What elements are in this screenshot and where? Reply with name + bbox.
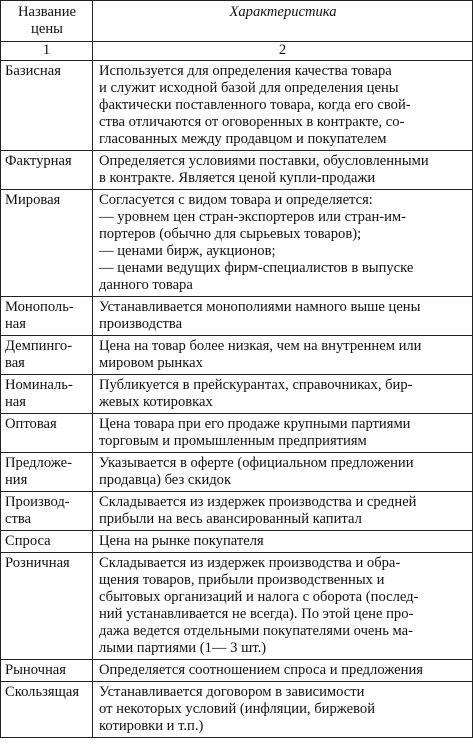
price-name-line: Скользящая — [5, 684, 80, 700]
price-name-line: Рыночная — [5, 662, 66, 678]
header-name-cell — [1, 1, 93, 42]
price-description-line: Устанавливается договором в зависимости — [99, 684, 365, 700]
price-name-line: вая — [5, 355, 25, 371]
price-description-line: производства — [99, 316, 183, 332]
price-description-line: и служит исходной базой для определения цены — [99, 80, 399, 96]
table-row — [1, 453, 473, 492]
header-name-line: цены — [31, 21, 63, 37]
price-description-line: Складывается из издержек производства и обра- — [99, 555, 401, 571]
price-name-cell — [1, 453, 93, 492]
price-name-cell — [1, 492, 93, 531]
price-name-line: Предложе- — [5, 455, 72, 471]
price-name-cell — [1, 375, 93, 414]
table-row — [1, 553, 473, 660]
price-description-cell — [93, 297, 473, 336]
price-description-line: лыми партиями (1— 3 шт.) — [99, 640, 267, 656]
table-row — [1, 61, 473, 151]
column-number: 1 — [1, 42, 93, 61]
price-name-line: Базисная — [5, 63, 61, 79]
price-name-cell — [1, 531, 93, 553]
price-description-line: Устанавливается монополиями намного выше цены — [99, 299, 421, 315]
price-description-line: фактически поставленного товара, когда его свой- — [99, 97, 411, 113]
price-description-cell — [93, 492, 473, 531]
price-description-cell — [93, 531, 473, 553]
price-description-cell — [93, 61, 473, 151]
price-description-line: в контракте. Является ценой купли-продажи — [99, 170, 376, 186]
price-description-cell — [93, 453, 473, 492]
table-row — [1, 336, 473, 375]
price-name-line: Оптовая — [5, 416, 57, 432]
price-description-line: дажа ведется отдельными покупателями очень ма- — [99, 623, 414, 639]
price-description-line: Публикуется в прейскурантах, справочниках, бир- — [99, 377, 413, 393]
price-description-line: мировом рынках — [99, 355, 203, 371]
price-description-line: ства отличаются от оговоренных в контракте, со- — [99, 114, 405, 130]
table-row — [1, 190, 473, 297]
column-number: 2 — [93, 42, 473, 61]
price-name-line: ния — [5, 472, 28, 488]
price-description-cell — [93, 660, 473, 682]
table-row — [1, 682, 473, 738]
price-description-line: торговым и промышленным предприятиям — [99, 433, 367, 449]
price-description-line: продавца) без скидок — [99, 472, 232, 488]
price-description-line: — ценами ведущих фирм-специалистов в выпуске — [99, 260, 414, 276]
price-name-cell — [1, 61, 93, 151]
table-row — [1, 492, 473, 531]
price-description-line: Цена на товар более низкая, чем на внутреннем или — [99, 338, 422, 354]
price-description-cell — [93, 553, 473, 660]
price-description-line: котировки и т.п.) — [99, 718, 204, 734]
price-name-line: Демпинго- — [5, 338, 73, 354]
price-name-line: ная — [5, 316, 26, 332]
price-description-line: Цена товара при его продаже крупными партиями — [99, 416, 411, 432]
price-description-line: прибыли на весь авансированный капитал — [99, 511, 362, 527]
price-name-line: Монополь- — [5, 299, 74, 315]
price-name-cell — [1, 190, 93, 297]
price-description-cell — [93, 151, 473, 190]
price-description-cell — [93, 414, 473, 453]
price-description-line: Цена на рынке покупателя — [99, 533, 264, 549]
price-name-cell — [1, 682, 93, 738]
price-description-line: гласованных между продавцом и покупателем — [99, 131, 387, 147]
header-desc-cell: Характеристика — [93, 1, 473, 42]
price-name-line: Номиналь- — [5, 377, 73, 393]
price-description-line: портеров (обычно для сырьевых товаров); — [99, 226, 362, 242]
price-description-line: Согласуется с видом товара и определяется: — [99, 192, 373, 208]
price-name-line: ства — [5, 511, 32, 527]
price-description-line: ний устанавливается не всегда). По этой цене про- — [99, 606, 414, 622]
price-description-line: — ценами бирж, аукционов; — [99, 243, 276, 259]
price-description-cell — [93, 375, 473, 414]
price-description-cell — [93, 190, 473, 297]
price-description-cell — [93, 336, 473, 375]
column-number-row — [1, 42, 473, 61]
table-row — [1, 151, 473, 190]
price-description-line: Используется для определения качества товара — [99, 63, 392, 79]
price-description-line: сбытовых организаций и налога с оборота (послед- — [99, 589, 419, 605]
header-row — [1, 1, 473, 42]
table-row — [1, 297, 473, 336]
table-row — [1, 660, 473, 682]
price-description-line: Определяется соотношением спроса и предложения — [99, 662, 423, 678]
price-description-line: жевых котировках — [99, 394, 213, 410]
price-description-line: щения товаров, прибыли производственных и — [99, 572, 385, 588]
price-description-line: — уровнем цен стран-экспортеров или стран-им- — [99, 209, 407, 225]
price-description-line: данного товара — [99, 277, 193, 293]
price-name-cell — [1, 297, 93, 336]
table-row — [1, 531, 473, 553]
table-row — [1, 375, 473, 414]
price-description-line: Складывается из издержек производства и средней — [99, 494, 417, 510]
price-description-line: Указывается в оферте (официальном предложении — [99, 455, 414, 471]
header-name-line: Название — [17, 4, 77, 20]
table-row — [1, 414, 473, 453]
price-name-cell — [1, 660, 93, 682]
price-name-cell — [1, 553, 93, 660]
price-name-line: Производ- — [5, 494, 70, 510]
price-description-line: от некоторых условий (инфляции, биржевой — [99, 701, 376, 717]
price-name-cell — [1, 414, 93, 453]
price-name-line: Фактурная — [5, 153, 72, 169]
price-name-line: ная — [5, 394, 26, 410]
price-description-line: Определяется условиями поставки, обусловленными — [99, 153, 429, 169]
price-name-line: Розничная — [5, 555, 70, 571]
price-name-line: Мировая — [5, 192, 61, 208]
price-name-cell — [1, 336, 93, 375]
price-name-line: Спроса — [5, 533, 51, 549]
price-name-cell — [1, 151, 93, 190]
price-description-cell — [93, 682, 473, 738]
